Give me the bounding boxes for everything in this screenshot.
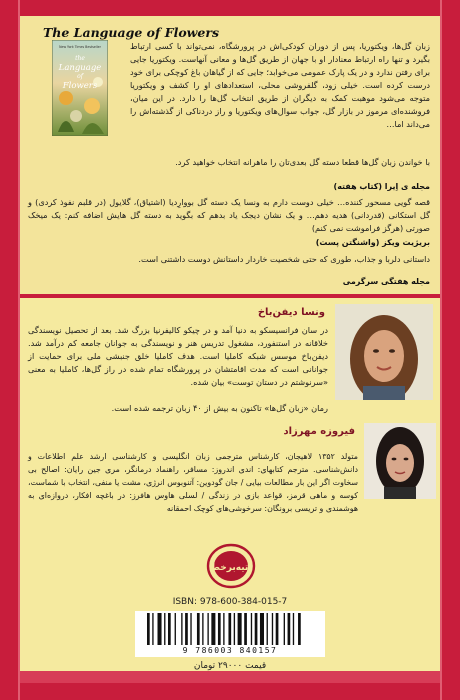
book-cover-thumbnail xyxy=(52,40,108,136)
price-label: قیمت ۲۹۰۰۰ تومان xyxy=(193,661,267,671)
quote-2: قصه گویی مسحور کننده… خیلی دوست دارم به ونسا یک دسته گل بووارِدیا (اشتیاق)، گلایول (در قلبم نفوذ کردی) و گل استکانی (قدردانی) هدیه دهم… و یک نشان دیجک یاد بدهم که بگوید به دسته گل هایش اضافه کنم: یک میخک صورتی (هرگز فراموشت نمی کنم) xyxy=(28,197,430,233)
barcode-bar xyxy=(234,613,235,645)
barcode-digits: 9 786003 840157 xyxy=(182,646,278,655)
barcode-bar xyxy=(202,613,203,645)
thumb-top-text: New York Times Bestseller xyxy=(59,45,101,49)
barcode-bar xyxy=(284,613,285,645)
quote-2-source: بریژیت ویکز (واشنگتن پست) xyxy=(315,238,430,247)
barcode-bar xyxy=(298,613,301,645)
barcode-bar xyxy=(223,613,224,645)
translator-name: فیروزه مهرزاد xyxy=(283,426,355,437)
author-name: ونسا دیفن‌باخ xyxy=(257,307,325,318)
barcode-bar xyxy=(211,613,215,645)
thumb-title-1: the xyxy=(75,55,85,62)
barcode-bar xyxy=(190,613,191,645)
barcode-bar xyxy=(238,613,242,645)
author-bio: در سان فرانسیسکو به دنیا آمد و در چیکو کالیفرنیا بزرگ شد. بعد از تحصیل نویسندگی خلاقانه در استنفورد، مشغول تدریس هنر و نویسندگی به جوانان جامعه کم درآمد شد. دیفن‌باخ موسس شبکه کاملیا است. هدف کاملیا خلق جنبشی ملی برای حمایت از جوانانی است که مدت اقامتشان در پرورشگاه تمام شده در راز گل‌ها، کاملیا به معنی «سرنوشتم در دستان توست» بیان شده. xyxy=(28,325,328,387)
barcode-bar xyxy=(158,613,162,645)
author-extra: رمان «زبان گل‌ها» تاکنون به بیش از ۴۰ زبان ترجمه شده است. xyxy=(111,403,328,413)
barcode-bar xyxy=(272,613,273,645)
barcode-bar xyxy=(288,613,291,645)
barcode-bar xyxy=(197,613,200,645)
barcode-bar xyxy=(185,613,188,645)
quote-3-source: مجله هفتگی سرگرمی xyxy=(342,277,430,286)
author-photo xyxy=(335,304,433,400)
quote-3: داستانی دلربا و جذاب، طوری که حتی شخصیت خاردار داستانش دوست داشتنی است. xyxy=(138,254,430,264)
barcode-bar xyxy=(251,613,252,645)
english-title: The Language of Flowers xyxy=(42,25,219,40)
barcode-bar xyxy=(276,613,279,645)
barcode-bar xyxy=(244,613,247,645)
book-cover-illustration xyxy=(52,40,108,136)
thumb-title-3: of xyxy=(77,73,83,80)
barcode-bar xyxy=(267,613,268,645)
barcode-bar xyxy=(260,613,264,645)
barcode-bar xyxy=(168,613,171,645)
barcode-bar xyxy=(218,613,221,645)
isbn-text: ISBN: 978-600-384-015-7 xyxy=(172,597,288,607)
quote-1: با خواندن زبان گل‌ها قطعا دسته گل بعدی‌تان را ماهرانه انتخاب خواهید کرد. xyxy=(175,157,430,167)
synopsis-text: زبان گل‌ها، ویکتوریا، پس از دوران کودکی‌اش در پرورشگاه، نمی‌تواند با کسی ارتباط بگیرد و تنها راه ارتباط معنادار او با جهان از طریق گل‌ها و معانی آنهاست. ویکتوریا جایی برای رفتن ندارد و در یک پارک عمومی می‌خوابد؛ جایی که از گیاهان باغ کوچکی برای خود درست کرده است. خیلی زود، گلفروشی محلی، استعدادهای او را کشف و ویکتوریا متوجه می‌شود موهبت کمک به دیگران از طریق انتخاب گل‌ها را دارد. در این میان، فروشنده‌ای مرموز در بازار گل، جواب سوال‌های ویکتوریا و راز دردناکی از گذشته‌اش را می‌داند اما… xyxy=(130,41,430,129)
quote-1-source: مجله ی اِیرا (کتاب هفته) xyxy=(333,182,430,191)
thumb-title-2: Language xyxy=(58,63,102,73)
barcode-bar xyxy=(147,613,150,645)
translator-photo xyxy=(364,423,436,499)
barcode-bar xyxy=(255,613,258,645)
barcode-bar xyxy=(293,613,294,645)
barcode-bar xyxy=(181,613,182,645)
barcode-bars xyxy=(135,611,325,647)
barcode-bar xyxy=(207,613,208,645)
barcode-bar xyxy=(228,613,231,645)
thumb-title-4: Flowers xyxy=(62,81,98,91)
bottom-strip xyxy=(20,671,440,683)
publisher-logo xyxy=(206,541,256,591)
publisher-logo-text: آتیه‌برخط xyxy=(210,563,252,573)
barcode-bar xyxy=(164,613,165,645)
barcode xyxy=(135,611,325,657)
barcode-bar xyxy=(152,613,153,645)
translator-bio: متولد ۱۳۵۲ لاهیجان، کارشناس مترجمی زبان انگلیسی و کارشناسی ارشد علم اطلاعات و دانش‌شناسی. مترجم کتابهای: اندی اندروز: مسافر، راهنماد درمانگر، مری جین رایان: اصالح بی سخاوت اگر این بار مطالعات بیایی / جان گودوین: آتنوبوس انرژی، مشت یا منفی، انتخاب با شماست، کوسه و ماهی قرمز، قواعد بازی در زندگی / لسلی هاوس هافرز: در باغچه افکار، دروازه‌ای به هوشمندی و تریسی برونگان: سرخوشی‌های کوچک احمقانه xyxy=(28,452,358,513)
barcode-bar xyxy=(175,613,176,645)
